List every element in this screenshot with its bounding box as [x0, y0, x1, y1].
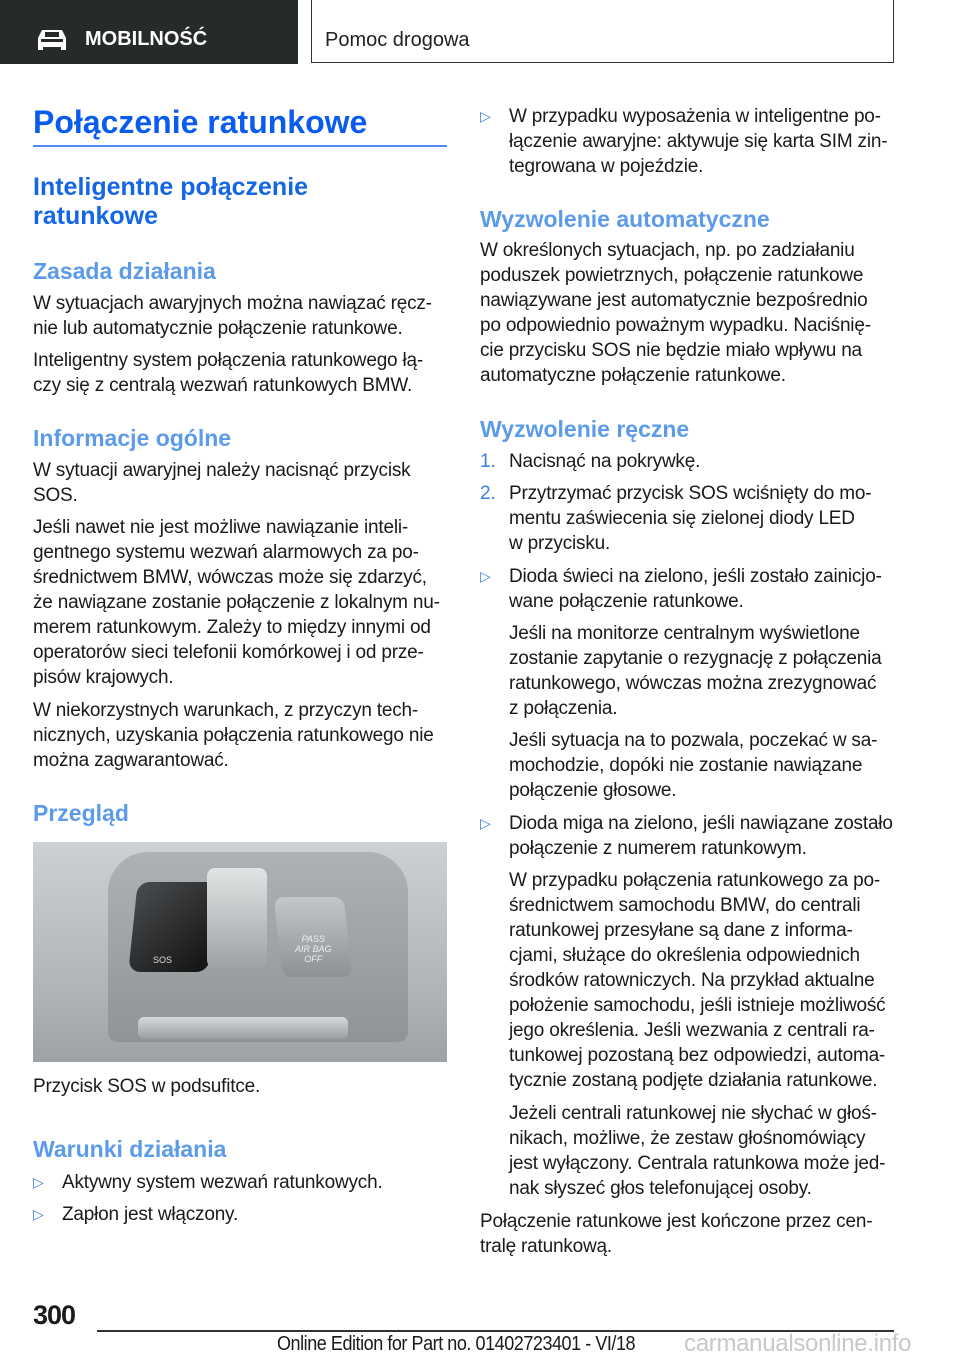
- heading-auto: Wyzwolenie automatyczne: [480, 206, 770, 232]
- heading-reczne: Wyzwolenie ręczne: [480, 416, 690, 442]
- heading-warunki: Warunki działania: [33, 1136, 227, 1162]
- edition-text: Online Edition for Part no. 01402723401 - VI/18: [277, 1333, 636, 1355]
- paragraph: Połączenie ratunkowe jest kończone przez cen- tralę ratunkową.: [480, 1211, 873, 1257]
- paragraph: W sytuacjach awaryjnych można nawiązać ręcz- nie lub automatycznie połączenie ratunkowe.: [33, 293, 432, 339]
- paragraph: W niekorzystnych warunkach, z przyczyn tech- nicznych, uzyskania połączenia ratunkowego nie można zagwarantować.: [33, 700, 434, 771]
- page-number: 300: [33, 1300, 76, 1330]
- paragraph: W sytuacji awaryjnej należy nacisnąć przycisk SOS.: [33, 460, 411, 506]
- car-icon: [36, 28, 68, 52]
- watermark: carmanualsonline.info: [684, 1330, 912, 1357]
- step-item: 2. Przytrzymać przycisk SOS wciśnięty do mo- mentu zaświecenia się zielonej diody LED w przycisku.: [480, 483, 872, 554]
- list-item: ▷ Dioda miga na zielono, jeśli nawiązane zostało połączenie z numerem ratunkowym.: [480, 813, 893, 859]
- triangle-bullet-icon: ▷: [33, 1174, 44, 1190]
- list-item: ▷ W przypadku wyposażenia w inteligentne po- łączenie awaryjne: aktywuje się karta SIM zin- tegrowana w pojeździe.: [480, 106, 888, 177]
- page-title: Połączenie ratunkowe: [33, 104, 368, 140]
- paragraph: Jeżeli centrali ratunkowej nie słychać w głoś- nikach, możliwe, że zestaw głośnomówiący jest wyłączony. Centrala ratunkowa może jed- nak słyszeć głos telefonującej osoby.: [509, 1103, 886, 1199]
- triangle-bullet-icon: ▷: [480, 815, 491, 831]
- triangle-bullet-icon: ▷: [33, 1206, 44, 1222]
- paragraph: Jeśli sytuacja na to pozwala, poczekać w sa- mochodzie, dopóki nie zostanie nawiązane połączenie głosowe.: [509, 730, 878, 801]
- section-title: MOBILNOŚĆ: [85, 28, 208, 50]
- image-caption: Przycisk SOS w podsufitce.: [33, 1076, 261, 1097]
- heading-zasada: Zasada działania: [33, 258, 216, 284]
- paragraph: W przypadku połączenia ratunkowego za po- średnictwem samochodu BMW, do centrali ratunkowej przesyłane są dane z informa- cjami, służące do określenia odpowiednich środków ratowniczych. Na przykład aktualne położenie samochodu, jeśli istnieje możliwość jego określenia. Jeśli wezwania z centrali ra- tunkowej pozostaną bez odpowiedzi, automa- tycznie zostaną podjęte działania ratunkowe.: [509, 870, 886, 1091]
- pass-label: PASS: [301, 934, 325, 944]
- list-item: ▷ Aktywny system wezwań ratunkowych.: [33, 1172, 383, 1193]
- heading-przeglad: Przegląd: [33, 800, 129, 826]
- airbag-label: AIR BAG: [295, 944, 332, 954]
- subtitle: Inteligentne połączenie ratunkowe: [33, 173, 309, 230]
- paragraph: Jeśli nawet nie jest możliwe nawiązanie inteli- gentnego systemu wezwań alarmowych za po- średnictwem BMW, wówczas może się zdarzyć, że nawiązane zostanie połączenie z lokalnym nu- merem ratunkowym. Zależy to między innymi od operatorów sieci telefonii komórkowej i od prze- pisów krajowych.: [33, 517, 440, 688]
- triangle-bullet-icon: ▷: [480, 568, 491, 584]
- paragraph: Jeśli na monitorze centralnym wyświetlone zostanie zapytanie o rezygnację z połączenia ratunkowego, wówczas można zrezygnować z połączenia.: [509, 623, 882, 719]
- section-tab: [0, 0, 298, 64]
- list-item: ▷ Dioda świeci na zielono, jeśli zostało zainicjo- wane połączenie ratunkowe.: [480, 566, 882, 612]
- list-item: ▷ Zapłon jest włączony.: [33, 1204, 239, 1225]
- sos-label: SOS: [153, 955, 173, 965]
- triangle-bullet-icon: ▷: [480, 108, 491, 124]
- chapter-title: Pomoc drogowa: [325, 29, 470, 51]
- step-item: 1. Nacisnąć na pokrywkę.: [480, 451, 701, 472]
- off-label: OFF: [304, 954, 323, 964]
- paragraph: Inteligentny system połączenia ratunkowego łą- czy się z centralą wezwań ratunkowych BMW.: [33, 350, 424, 396]
- title-rule: [33, 145, 447, 147]
- paragraph: W określonych sytuacjach, np. po zadziałaniu poduszek powietrznych, połączenie ratunkowe nawiązywane jest automatycznie bezpośrednio po odpowiednio poważnym wypadku. Naciśnię- cie przycisku SOS nie będzie miało wpływu na automatyczne połączenie ratunkowe.: [480, 240, 871, 386]
- heading-informacje: Informacje ogólne: [33, 425, 232, 451]
- sos-button-photo: [33, 842, 447, 1062]
